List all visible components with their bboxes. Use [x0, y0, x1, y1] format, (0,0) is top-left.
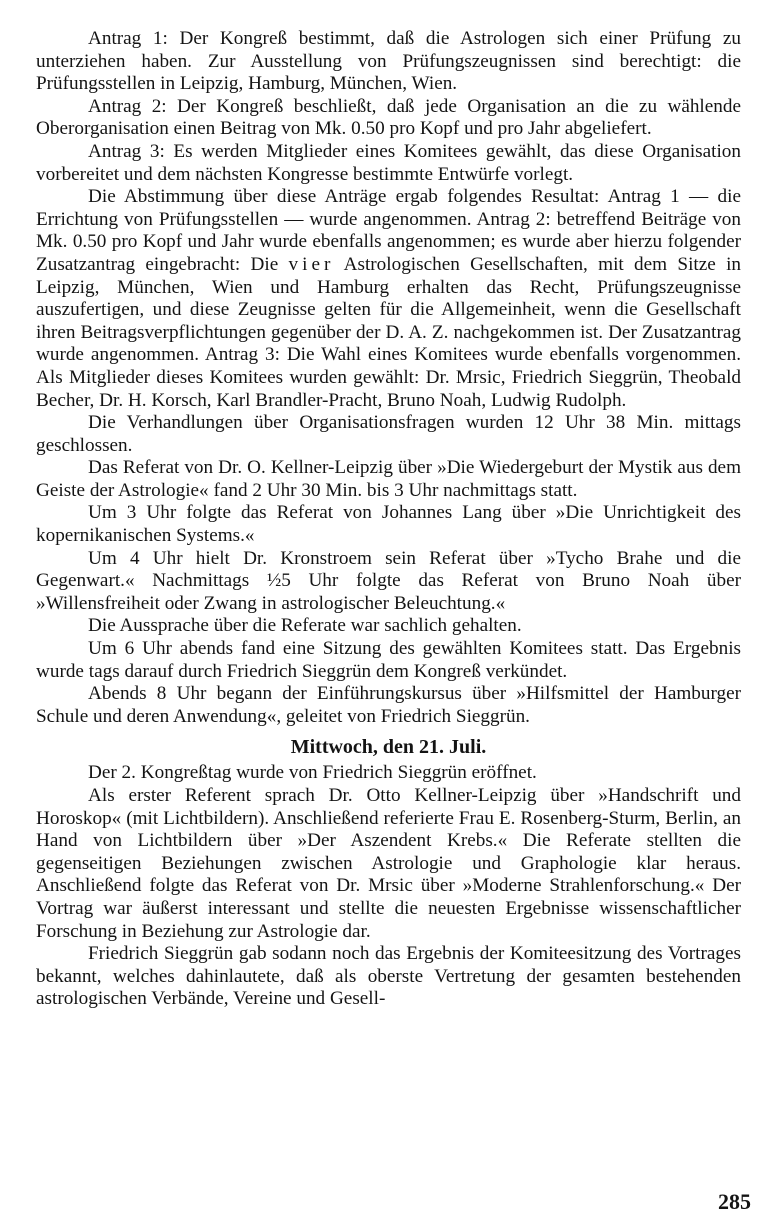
- section-heading: Mittwoch, den 21. Juli.: [290, 736, 487, 759]
- paragraph-verhandlungen: Die Verhandlungen über Organisationsfragen wurden 12 Uhr 38 Min. mittags geschlossen.: [36, 412, 741, 456]
- page-number: 285: [718, 1189, 751, 1214]
- abstimmung-text-after: Astrologischen Gesellschaften, mit dem Sitze in Leipzig, München, Wien und Hamburg erhalten das Recht, Prüfungszeugnisse auszufertigen, und diese Zeugnisse gelten für die Allgemeinheit, wenn die Gesellschaft ihren Beitragsverpflichtungen gegenüber der D. A. Z. nachgekommen ist. Der Zusatzantrag wurde angenommen. Antrag 3: Die Wahl eines Komitees wurde ebenfalls vorgenommen. Als Mitglieder dieses Komitees wurden gewählt: Dr. Mrsic, Friedrich Sieggrün, Theobald Becher, Dr. H. Korsch, Karl Brandler-Pracht, Bruno Noah, Ludwig Rudolph.: [36, 253, 741, 411]
- abstimmung-text-before: Die Abstimmung über diese Anträge ergab folgendes Resultat: Antrag 1 — die Errichtung von Prüfungsstellen — wurde angenommen. Antrag 2: betreffend Beiträge von Mk. 0.50 pro Kopf und Jahr wurde ebenfalls angenommen; es wurde aber hierzu folgender Zusatzantrag eingebracht: Die: [36, 186, 741, 275]
- paragraph-kongresstag: Der 2. Kongreßtag wurde von Friedrich Sieggrün eröffnet.: [88, 762, 537, 784]
- paragraph-komitee-sitzung: Um 6 Uhr abends fand eine Sitzung des gewählten Komitees statt. Das Ergebnis wurde tags darauf durch Friedrich Sieggrün dem Kongreß verkündet.: [36, 638, 741, 682]
- paragraph-abstimmung: [36, 186, 741, 412]
- paragraph-referat-lang: Um 3 Uhr folgte das Referat von Johannes Lang über »Die Unrichtigkeit des kopernikanischen Systems.«: [36, 502, 741, 547]
- paragraph-einfuehrungskursus: Abends 8 Uhr begann der Einführungskursus über »Hilfsmittel der Hamburger Schule und deren Anwendung«, geleitet von Friedrich Sieggrün.: [36, 683, 741, 727]
- abstimmung-emphasis: vier: [288, 253, 335, 275]
- paragraph-referat-kronstroem: Um 4 Uhr hielt Dr. Kronstroem sein Referat über »Tycho Brahe und die Gegenwart.« Nachmittags ½5 Uhr folgte das Referat von Bruno Noah über »Willensfreiheit oder Zwang in astrologischer Beleuchtung.«: [36, 547, 741, 614]
- paragraph-ergebnis: Friedrich Sieggrün gab sodann noch das Ergebnis der Komiteesitzung des Vortrages bekannt, welches dahinlautete, daß als oberste Vertretung der gesamten bestehenden astrologischen Verbände, Vereine und Gesell-: [36, 943, 741, 1010]
- paragraph-antrag-2: Antrag 2: Der Kongreß beschließt, daß jede Organisation an die zu wählende Oberorganisation einen Beitrag von Mk. 0.50 pro Kopf und pro Jahr abgeliefert.: [36, 95, 741, 140]
- paragraph-aussprache: Die Aussprache über die Referate war sachlich gehalten.: [88, 615, 522, 637]
- paragraph-antrag-3: Antrag 3: Es werden Mitglieder eines Komitees gewählt, das diese Organisation vorbereitet und dem nächsten Kongresse bestimmte Entwürfe vorlegt.: [36, 140, 741, 185]
- paragraph-referat-kellner: Das Referat von Dr. O. Kellner-Leipzig über »Die Wiedergeburt der Mystik aus dem Geiste der Astrologie« fand 2 Uhr 30 Min. bis 3 Uhr nachmittags statt.: [36, 457, 741, 501]
- paragraph-antrag-1: Antrag 1: Der Kongreß bestimmt, daß die Astrologen sich einer Prüfung zu unterziehen haben. Zur Ausstellung von Prüfungszeugnissen sind berechtigt: die Prüfungsstellen in Leipzig, Hamburg, München, Wien.: [36, 28, 741, 95]
- paragraph-referate: Als erster Referent sprach Dr. Otto Kellner-Leipzig über »Handschrift und Horoskop« (mit Lichtbildern). Anschließend referierte Frau E. Rosenberg-Sturm, Berlin, an Hand von Lichtbildern über »Der Aszendent Krebs.« Die Referate stellten die gegenseitigen Beziehungen zwischen Astrologie und Graphologie klar heraus. Anschließend folgte das Referat von Dr. Mrsic über »Moderne Strahlenforschung.« Der Vortrag war äußerst interessant und stellte die neuesten Ergebnisse wissenschaftlicher Forschung in Beziehung zur Astrologie dar.: [36, 785, 741, 942]
